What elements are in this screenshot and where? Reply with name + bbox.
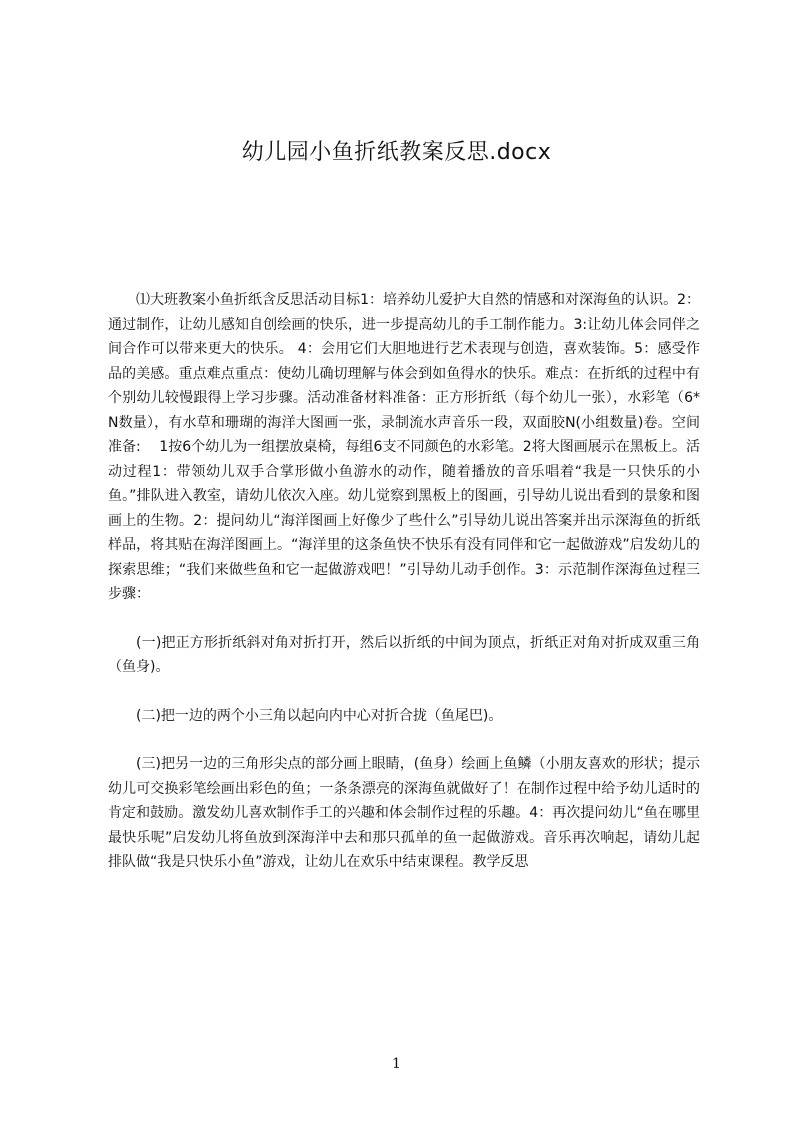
paragraph-lesson-plan: ⑴大班教案小鱼折纸含反思活动目标1：培养幼儿爱护大自然的情感和对深海鱼的认识。2：通过制作，让幼儿感知自创绘画的快乐，进一步提高幼儿的手工制作能力。3:让幼儿体会同伴之间合作可以带来更大的快乐。 4：会用它们大胆地进行艺术表现与创造，喜欢装饰。5：感受作品的美感。重点难点重点：使幼儿确切理解与体会到如鱼得水的快乐。难点：在折纸的过程中有个别幼儿较慢跟得上学习步骤。活动准备材料准备：正方形折纸（每个幼儿一张），水彩笔（6*N数量），有水草和珊瑚的海洋大图画一张，录制流水声音乐一段，双面胶N(小组数量)卷。空间准备: 1按6个幼儿为一组摆放桌椅，每组6支不同颜色的水彩笔。2将大图画展示在黑板上。活动过程1：带领幼儿双手合掌形做小鱼游水的动作，随着播放的音乐唱着“我是一只快乐的小鱼。”排队进入教室，请幼儿依次入座。幼儿觉察到黑板上的图画，引导幼儿说出看到的景象和图画上的生物。2：提问幼儿“海洋图画上好像少了些什么”引导幼儿说出答案并出示深海鱼的折纸样品，将其贴在海洋图画上。“海洋里的这条鱼快不快乐有没有同伴和它一起做游戏”启发幼儿的探索思维；“我们来做些鱼和它一起做游戏吧！”引导幼儿动手创作。3：示范制作深海鱼过程三步骤： <box>108 292 700 602</box>
paragraph-step-three: (三)把另一边的三角形尖点的部分画上眼睛，(鱼身）绘画上鱼鳞（小朋友喜欢的形状；提示幼儿可交换彩笔绘画出彩色的鱼；一条条漂亮的深海鱼就做好了！在制作过程中给予幼儿适时的肯定和鼓励。激发幼儿喜欢制作手工的兴趣和体会制作过程的乐趣。4：再次提问幼儿“鱼在哪里最快乐呢”启发幼儿将鱼放到深海洋中去和那只孤单的鱼一起做游戏。音乐再次响起，请幼儿起排队做“我是只快乐小鱼”游戏，让幼儿在欢乐中结束课程。教学反思 <box>108 756 700 870</box>
page-number: 1 <box>392 1056 401 1072</box>
document-body <box>108 288 700 988</box>
paragraph-gap <box>108 680 700 704</box>
paragraph-gap <box>108 607 700 631</box>
paragraph-step-two: (二)把一边的两个小三角以起向内中心对折合拢（鱼尾巴)。 <box>136 707 503 724</box>
paragraph-step-one: (一)把正方形折纸斜对角对折打开，然后以折纸的中间为顶点，折纸正对角对折成双重三角（鱼身)。 <box>108 634 700 675</box>
paragraph-gap <box>108 728 700 752</box>
document-title: 幼儿园小鱼折纸教案反思.docx <box>241 140 552 165</box>
